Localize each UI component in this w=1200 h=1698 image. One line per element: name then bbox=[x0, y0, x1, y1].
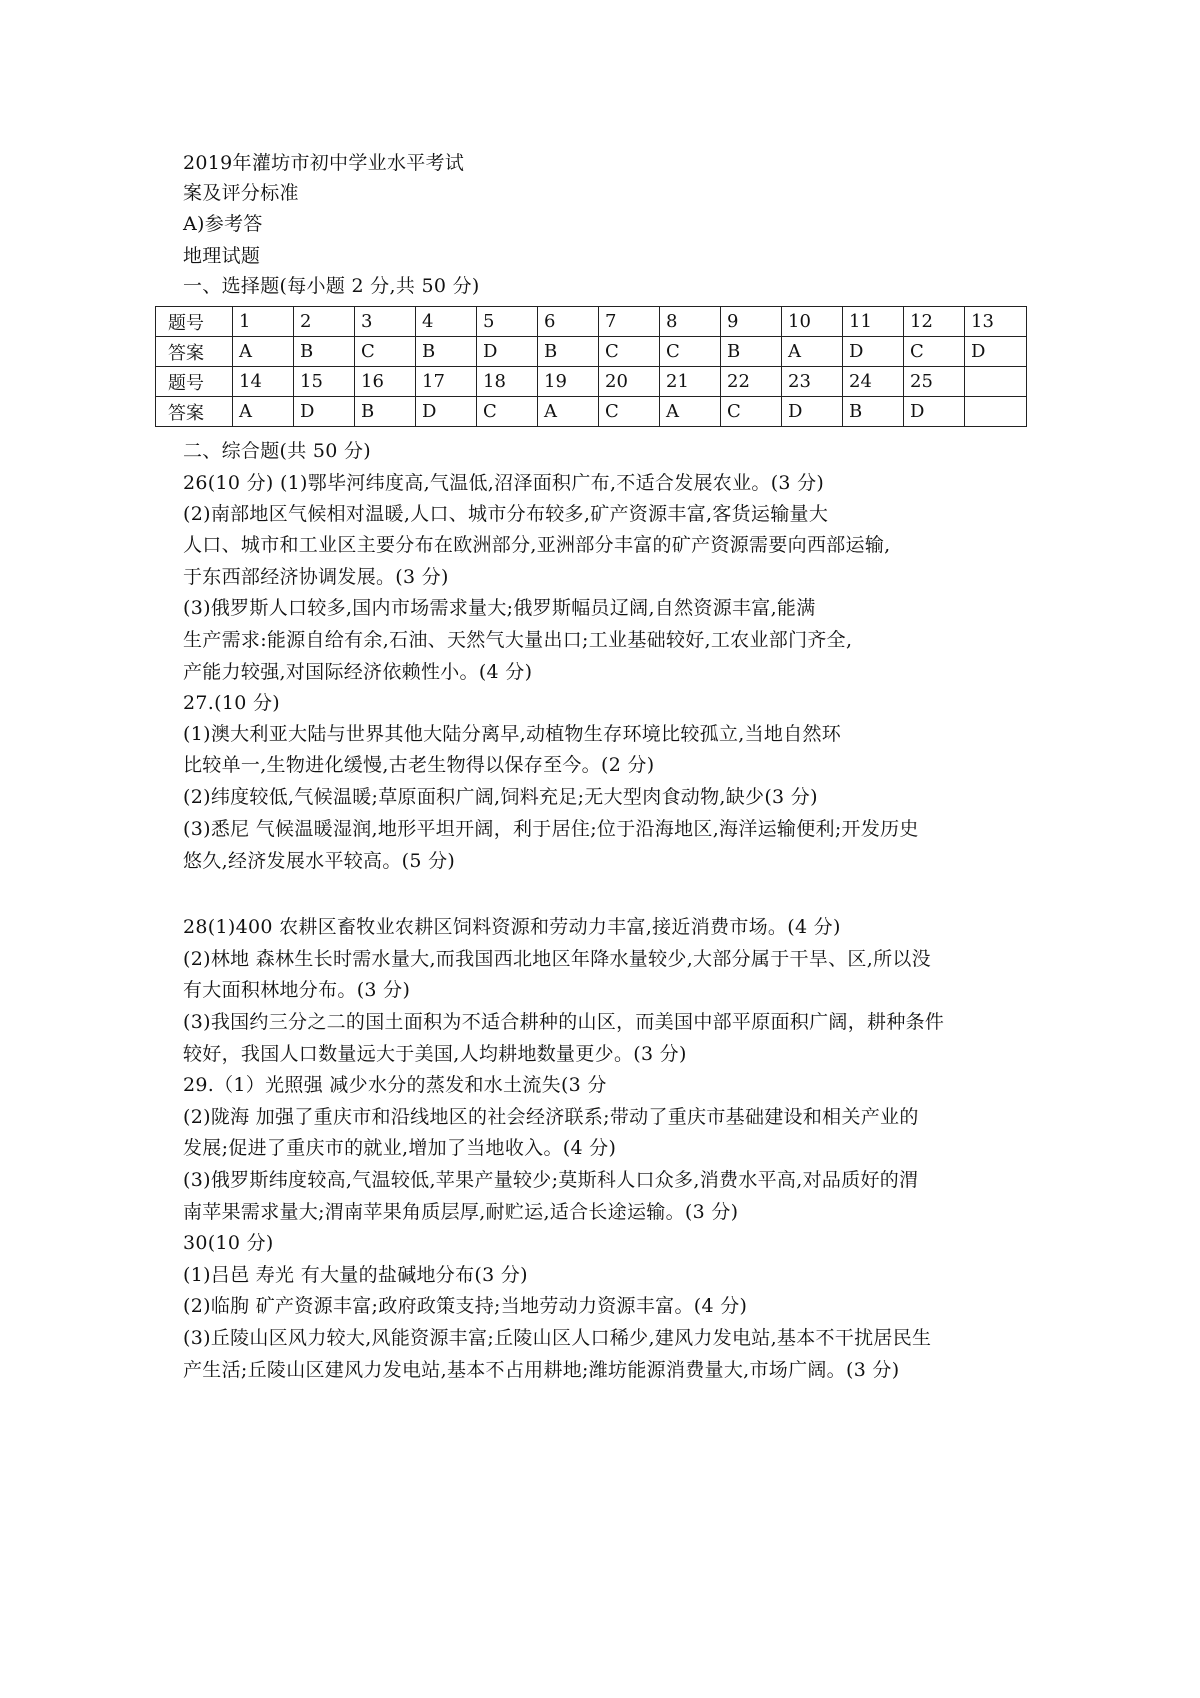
q27-line: (3)悉尼 气候温暖湿润,地形平坦开阔，利于居住;位于沿海地区,海洋运输便利;开发历史 bbox=[183, 818, 919, 840]
answer-table bbox=[155, 306, 1027, 427]
table-cell: 1 bbox=[233, 307, 294, 337]
table-cell: 8 bbox=[660, 307, 721, 337]
q26-line: 人口、城市和工业区主要分布在欧洲部分,亚洲部分丰富的矿产资源需要向西部运输, bbox=[183, 534, 891, 556]
table-cell: B bbox=[843, 397, 904, 427]
document-subtitle: 案及评分标准 bbox=[183, 182, 299, 204]
q28-line: 有大面积林地分布。(3 分) bbox=[183, 979, 411, 1001]
table-cell: A bbox=[233, 397, 294, 427]
table-cell: 12 bbox=[904, 307, 965, 337]
table-cell: 13 bbox=[965, 307, 1027, 337]
table-cell: 14 bbox=[233, 367, 294, 397]
table-cell: D bbox=[965, 337, 1027, 367]
table-cell: 5 bbox=[477, 307, 538, 337]
q27-line: (2)纬度较低,气候温暖;草原面积广阔,饲料充足;无大型肉食动物,缺少(3 分) bbox=[183, 786, 818, 808]
table-cell: 15 bbox=[294, 367, 355, 397]
q29-line: 南苹果需求量大;渭南苹果角质层厚,耐贮运,适合长途运输。(3 分) bbox=[183, 1201, 739, 1223]
table-cell: 7 bbox=[599, 307, 660, 337]
table-cell: 25 bbox=[904, 367, 965, 397]
q27-line: 比较单一,生物进化缓慢,古老生物得以保存至今。(2 分) bbox=[183, 754, 655, 776]
table-cell: 17 bbox=[416, 367, 477, 397]
answer-table-row bbox=[156, 397, 1027, 427]
table-cell: A bbox=[233, 337, 294, 367]
row-label: 题号 bbox=[156, 307, 233, 337]
table-cell: 22 bbox=[721, 367, 782, 397]
answer-table-row bbox=[156, 307, 1027, 337]
table-cell: 4 bbox=[416, 307, 477, 337]
table-cell: 19 bbox=[538, 367, 599, 397]
table-cell: D bbox=[904, 397, 965, 427]
table-cell: C bbox=[599, 397, 660, 427]
table-cell: 18 bbox=[477, 367, 538, 397]
table-cell: A bbox=[660, 397, 721, 427]
table-cell: C bbox=[599, 337, 660, 367]
table-cell: 2 bbox=[294, 307, 355, 337]
q26-line: (3)俄罗斯人口较多,国内市场需求量大;俄罗斯幅员辽阔,自然资源丰富,能满 bbox=[183, 597, 816, 619]
q26-line: 26(10 分) (1)鄂毕河纬度高,气温低,沼泽面积广布,不适合发展农业。(3 分) bbox=[183, 472, 825, 494]
row-label: 答案 bbox=[156, 337, 233, 367]
q27-line: 悠久,经济发展水平较高。(5 分) bbox=[183, 850, 456, 872]
table-cell: C bbox=[721, 397, 782, 427]
table-cell: 16 bbox=[355, 367, 416, 397]
table-cell: C bbox=[660, 337, 721, 367]
q29-line: 29.（1）光照强 减少水分的蒸发和水土流失(3 分 bbox=[183, 1074, 607, 1096]
table-cell: B bbox=[721, 337, 782, 367]
table-cell: D bbox=[782, 397, 843, 427]
table-cell: 9 bbox=[721, 307, 782, 337]
table-cell: C bbox=[355, 337, 416, 367]
table-cell: 24 bbox=[843, 367, 904, 397]
table-cell: 6 bbox=[538, 307, 599, 337]
table-cell: D bbox=[416, 397, 477, 427]
table-cell: 10 bbox=[782, 307, 843, 337]
q30-line: (2)临朐 矿产资源丰富;政府政策支持;当地劳动力资源丰富。(4 分) bbox=[183, 1295, 748, 1317]
table-cell: 23 bbox=[782, 367, 843, 397]
answer-table-row bbox=[156, 367, 1027, 397]
q29-line: (3)俄罗斯纬度较高,气温较低,苹果产量较少;莫斯科人口众多,消费水平高,对品质好的渭 bbox=[183, 1169, 919, 1191]
q27-line: 27.(10 分) bbox=[183, 692, 280, 714]
table-cell: D bbox=[294, 397, 355, 427]
q26-line: 产能力较强,对国际经济依赖性小。(4 分) bbox=[183, 661, 533, 683]
row-label: 题号 bbox=[156, 367, 233, 397]
q27-line: (1)澳大利亚大陆与世界其他大陆分离早,动植物生存环境比较孤立,当地自然环 bbox=[183, 723, 842, 745]
q26-line: 于东西部经济协调发展。(3 分) bbox=[183, 566, 449, 588]
q28-line: (2)林地 森林生长时需水量大,而我国西北地区年降水量较少,大部分属于干旱、区,所以没 bbox=[183, 948, 931, 970]
section-2-heading: 二、综合题(共 50 分) bbox=[183, 440, 371, 462]
q30-line: (3)丘陵山区风力较大,风能资源丰富;丘陵山区人口稀少,建风力发电站,基本不干扰居民生 bbox=[183, 1327, 932, 1349]
table-cell bbox=[965, 367, 1027, 397]
table-cell: A bbox=[538, 397, 599, 427]
q30-line: 30(10 分) bbox=[183, 1232, 274, 1254]
subject-heading: 地理试题 bbox=[183, 245, 261, 267]
table-cell: 21 bbox=[660, 367, 721, 397]
answer-table-row bbox=[156, 337, 1027, 367]
q30-line: 产生活;丘陵山区建风力发电站,基本不占用耕地;潍坊能源消费量大,市场广阔。(3 分) bbox=[183, 1359, 900, 1381]
q29-line: (2)陇海 加强了重庆市和沿线地区的社会经济联系;带动了重庆市基础建设和相关产业的 bbox=[183, 1106, 919, 1128]
q26-line: (2)南部地区气候相对温暖,人口、城市分布较多,矿产资源丰富,客货运输量大 bbox=[183, 503, 829, 525]
table-cell: 3 bbox=[355, 307, 416, 337]
table-cell bbox=[965, 397, 1027, 427]
part-a-heading: A)参考答 bbox=[183, 213, 263, 235]
q29-line: 发展;促进了重庆市的就业,增加了当地收入。(4 分) bbox=[183, 1137, 617, 1159]
table-cell: B bbox=[294, 337, 355, 367]
table-cell: C bbox=[477, 397, 538, 427]
table-cell: 11 bbox=[843, 307, 904, 337]
table-cell: D bbox=[843, 337, 904, 367]
table-cell: B bbox=[538, 337, 599, 367]
table-cell: D bbox=[477, 337, 538, 367]
q30-line: (1)吕邑 寿光 有大量的盐碱地分布(3 分) bbox=[183, 1264, 528, 1286]
section-1-heading: 一、选择题(每小题 2 分,共 50 分) bbox=[183, 275, 480, 297]
table-cell: 20 bbox=[599, 367, 660, 397]
q26-line: 生产需求:能源自给有余,石油、天然气大量出口;工业基础较好,工农业部门齐全, bbox=[183, 629, 853, 651]
table-cell: B bbox=[416, 337, 477, 367]
table-cell: A bbox=[782, 337, 843, 367]
q28-line: (3)我国约三分之二的国土面积为不适合耕种的山区，而美国中部平原面积广阔，耕种条件 bbox=[183, 1011, 945, 1033]
q28-line: 较好，我国人口数量远大于美国,人均耕地数量更少。(3 分) bbox=[183, 1043, 687, 1065]
table-cell: B bbox=[355, 397, 416, 427]
q28-line: 28(1)400 农耕区畜牧业农耕区饲料资源和劳动力丰富,接近消费市场。(4 分) bbox=[183, 916, 841, 938]
row-label: 答案 bbox=[156, 397, 233, 427]
document-title: 2019年灌坊市初中学业水平考试 bbox=[183, 152, 465, 174]
table-cell: C bbox=[904, 337, 965, 367]
